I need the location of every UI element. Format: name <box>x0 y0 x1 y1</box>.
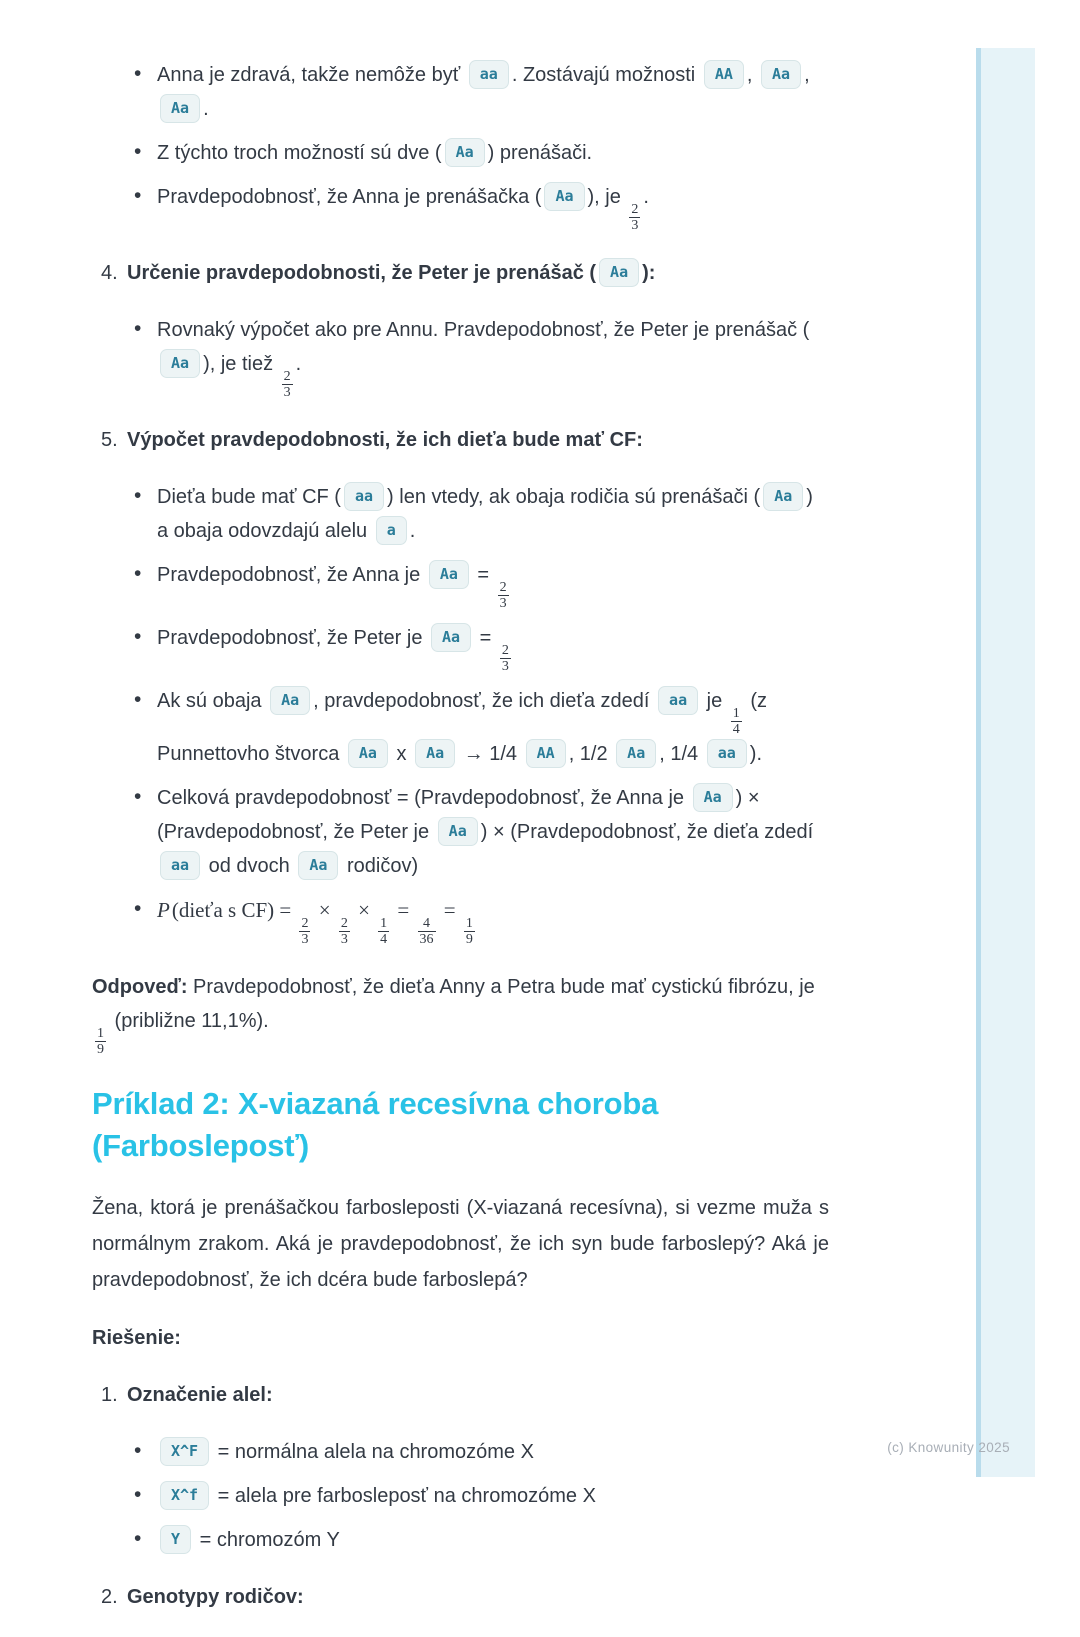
fraction-denominator: 9 <box>97 1042 104 1057</box>
text-segment: Ak sú obaja <box>157 690 268 712</box>
inline-code-badge: aa <box>344 482 384 511</box>
bullet-item <box>157 684 829 771</box>
fraction-numerator: 2 <box>499 580 507 595</box>
inline-code-badge: aa <box>658 686 698 715</box>
bold-text: Odpoveď: <box>92 976 188 998</box>
text-segment: Pravdepodobnosť, že Anna je prenášačka ( <box>157 186 542 208</box>
fraction <box>95 1026 106 1057</box>
fraction-numerator: 2 <box>301 916 309 931</box>
fraction-numerator: 2 <box>283 369 291 384</box>
text-segment: = normálna alela na chromozóme X <box>212 1441 534 1463</box>
bold-text: Určenie pravdepodobnosti, že Peter je prenášač ( <box>127 262 597 284</box>
fraction-denominator: 4 <box>380 932 388 947</box>
bullet-item <box>157 180 829 233</box>
text-segment: = <box>471 564 495 586</box>
fraction-numerator: 2 <box>631 202 639 217</box>
text-segment: , 1/2 <box>568 743 614 765</box>
math-text: = <box>438 898 461 922</box>
text-segment: ). <box>749 743 762 765</box>
text-segment: Žena, ktorá je prenášačkou farbosleposti (X-viazaná recesívna), si vezme muža s normálnym zrakom. Aká je pravdepodobnosť, že ich syn bude farboslepý? Aká je pravdepodobnosť, že ich dcéra bude farboslepá? <box>92 1197 829 1291</box>
text-segment: → 1/4 <box>458 743 523 765</box>
text-segment: Dieťa bude mať CF ( <box>157 486 341 508</box>
list-number: 4. <box>101 262 118 284</box>
bullet-item <box>157 58 829 126</box>
inline-code-badge: Aa <box>599 258 639 287</box>
inline-code-badge: aa <box>469 60 509 89</box>
text-segment: ) len vtedy, ak obaja rodičia sú prenášači ( <box>387 486 761 508</box>
bullet-item <box>157 781 829 883</box>
numbered-item <box>92 1580 829 1614</box>
inline-code-badge: Aa <box>616 739 656 768</box>
bullet-item <box>157 1435 829 1469</box>
fraction-denominator: 3 <box>283 385 291 400</box>
list-number: 1. <box>101 1384 118 1406</box>
section-heading: Príklad 2: X-viazaná recesívna choroba (Farbosleposť) <box>92 1086 659 1163</box>
fraction-numerator: 4 <box>423 916 430 931</box>
text-segment: Pravdepodobnosť, že Anna je <box>157 564 426 586</box>
inline-code-badge: Aa <box>429 560 469 589</box>
inline-code-badge: AA <box>526 739 566 768</box>
text-segment: , 1/4 <box>659 743 704 765</box>
inline-code-badge: a <box>376 516 407 545</box>
math-text: = <box>392 898 415 922</box>
text-segment: rodičov) <box>341 855 419 877</box>
text-segment: Pravdepodobnosť, že Peter je <box>157 627 429 649</box>
text-segment: od dvoch <box>203 855 296 877</box>
text-segment: Pravdepodobnosť, že dieťa Anny a Petra bude mať cystickú fibrózu, je <box>187 976 815 998</box>
fraction <box>339 916 350 947</box>
text-segment: ) × (Pravdepodobnosť, že dieťa zdedí <box>480 821 814 843</box>
text-segment: = <box>474 627 497 649</box>
text-segment: (približne 11,1%). <box>109 1010 269 1032</box>
numbered-item <box>92 256 829 290</box>
copyright-watermark: (c) Knowunity 2025 <box>887 1440 1010 1455</box>
fraction-denominator: 3 <box>340 932 348 947</box>
inline-code-badge: Aa <box>544 182 584 211</box>
inline-code-badge: Aa <box>438 817 478 846</box>
fraction-numerator: 2 <box>340 916 348 931</box>
text-segment: (z Punnettovho štvorca <box>157 690 768 765</box>
inline-code-badge: Aa <box>763 482 803 511</box>
math-variable: P <box>157 898 170 922</box>
text-segment: . <box>409 520 416 542</box>
inline-code-badge: Aa <box>160 349 200 378</box>
text-segment: Rovnaký výpočet ako pre Annu. Pravdepodobnosť, že Peter je prenášač ( <box>157 319 810 341</box>
inline-code-badge: Aa <box>761 60 801 89</box>
fraction <box>731 706 742 737</box>
fraction-numerator: 1 <box>380 916 388 931</box>
numbered-item-title <box>127 256 829 290</box>
text-segment: ), je tiež <box>203 353 279 375</box>
fraction-denominator: 9 <box>465 932 473 947</box>
fraction <box>418 916 436 947</box>
inline-code-badge: aa <box>707 739 747 768</box>
fraction <box>464 916 475 947</box>
text-segment: = alela pre farbosleposť na chromozóme X <box>212 1485 596 1507</box>
fraction-numerator: 2 <box>501 643 509 658</box>
fraction-denominator: 3 <box>501 659 509 674</box>
inline-code-badge: X^F <box>160 1437 209 1466</box>
fraction-denominator: 3 <box>301 932 309 947</box>
fraction-numerator: 1 <box>465 916 473 931</box>
numbered-item <box>92 1378 829 1412</box>
bullet-item <box>157 558 829 611</box>
list-number: 5. <box>101 429 118 451</box>
bullet-item <box>157 313 829 400</box>
inline-code-badge: Aa <box>160 94 200 123</box>
bold-text: Genotypy rodičov: <box>127 1586 304 1608</box>
list-number: 2. <box>101 1586 118 1608</box>
inline-code-badge: Y <box>160 1525 191 1554</box>
inline-code-badge: aa <box>160 851 200 880</box>
paragraph <box>92 1190 829 1298</box>
text-segment: , <box>804 64 810 86</box>
bullet-item <box>157 893 829 947</box>
document-content <box>92 40 829 1637</box>
text-segment: ) × (Pravdepodobnosť, že Peter je <box>157 787 760 843</box>
paragraph <box>92 970 829 1057</box>
bullet-item <box>157 480 829 548</box>
math-text: × <box>313 898 336 922</box>
text-segment: , <box>746 64 758 86</box>
bullet-list <box>92 480 829 947</box>
inline-code-badge: Aa <box>431 623 471 652</box>
bullet-list <box>92 1435 829 1557</box>
numbered-item <box>92 423 829 457</box>
fraction <box>498 580 509 611</box>
text-segment: . Zostávajú možnosti <box>511 64 701 86</box>
fraction-denominator: 36 <box>419 932 434 947</box>
text-segment: , pravdepodobnosť, že ich dieťa zdedí <box>313 690 656 712</box>
inline-code-badge: X^f <box>160 1481 209 1510</box>
inline-code-badge: AA <box>704 60 744 89</box>
text-segment: ) a obaja odovzdajú alelu <box>157 486 813 542</box>
text-segment: ), je <box>587 186 627 208</box>
numbered-item-title <box>127 423 829 457</box>
fraction <box>500 643 511 674</box>
text-segment: . <box>295 353 302 375</box>
bullet-list <box>92 313 829 400</box>
bullet-item <box>157 1479 829 1513</box>
text-segment: Z týchto troch možností sú dve ( <box>157 142 442 164</box>
inline-code-badge: Aa <box>348 739 388 768</box>
text-segment: = chromozóm Y <box>194 1529 340 1551</box>
bold-text: Označenie alel: <box>127 1384 273 1406</box>
inline-code-badge: Aa <box>298 851 338 880</box>
text-segment: Celková pravdepodobnosť = (Pravdepodobnosť, že Anna je <box>157 787 690 809</box>
bullet-list <box>92 58 829 233</box>
fraction <box>282 369 293 400</box>
bold-text: Výpočet pravdepodobnosti, že ich dieťa bude mať CF: <box>127 429 643 451</box>
fraction-denominator: 3 <box>631 218 639 233</box>
bullet-item <box>157 1523 829 1557</box>
fraction-numerator: 1 <box>97 1026 104 1041</box>
scrollbar-track[interactable] <box>976 48 1035 1477</box>
fraction <box>378 916 389 947</box>
text-segment: je <box>701 690 728 712</box>
text-segment: Anna je zdravá, takže nemôže byť <box>157 64 466 86</box>
bold-text: Riešenie: <box>92 1327 181 1349</box>
numbered-item-title <box>127 1378 829 1412</box>
fraction-denominator: 4 <box>732 722 740 737</box>
text-segment: . <box>643 186 649 208</box>
numbered-item-title <box>127 1580 829 1614</box>
bold-text: ): <box>642 262 656 284</box>
math-text: (dieťa s CF) = <box>171 898 297 922</box>
fraction <box>629 202 640 233</box>
bullet-item <box>157 621 829 674</box>
inline-code-badge: Aa <box>693 783 733 812</box>
text-segment: x <box>390 743 413 765</box>
fraction <box>299 916 310 947</box>
text-segment: . <box>203 98 209 120</box>
inline-code-badge: Aa <box>415 739 455 768</box>
inline-code-badge: Aa <box>445 138 485 167</box>
bullet-item <box>157 136 829 170</box>
fraction-denominator: 3 <box>499 596 507 611</box>
math-text: × <box>352 898 376 922</box>
inline-code-badge: Aa <box>270 686 310 715</box>
text-segment: ) prenášači. <box>487 142 593 164</box>
paragraph <box>92 1321 829 1355</box>
fraction-numerator: 1 <box>732 706 740 721</box>
